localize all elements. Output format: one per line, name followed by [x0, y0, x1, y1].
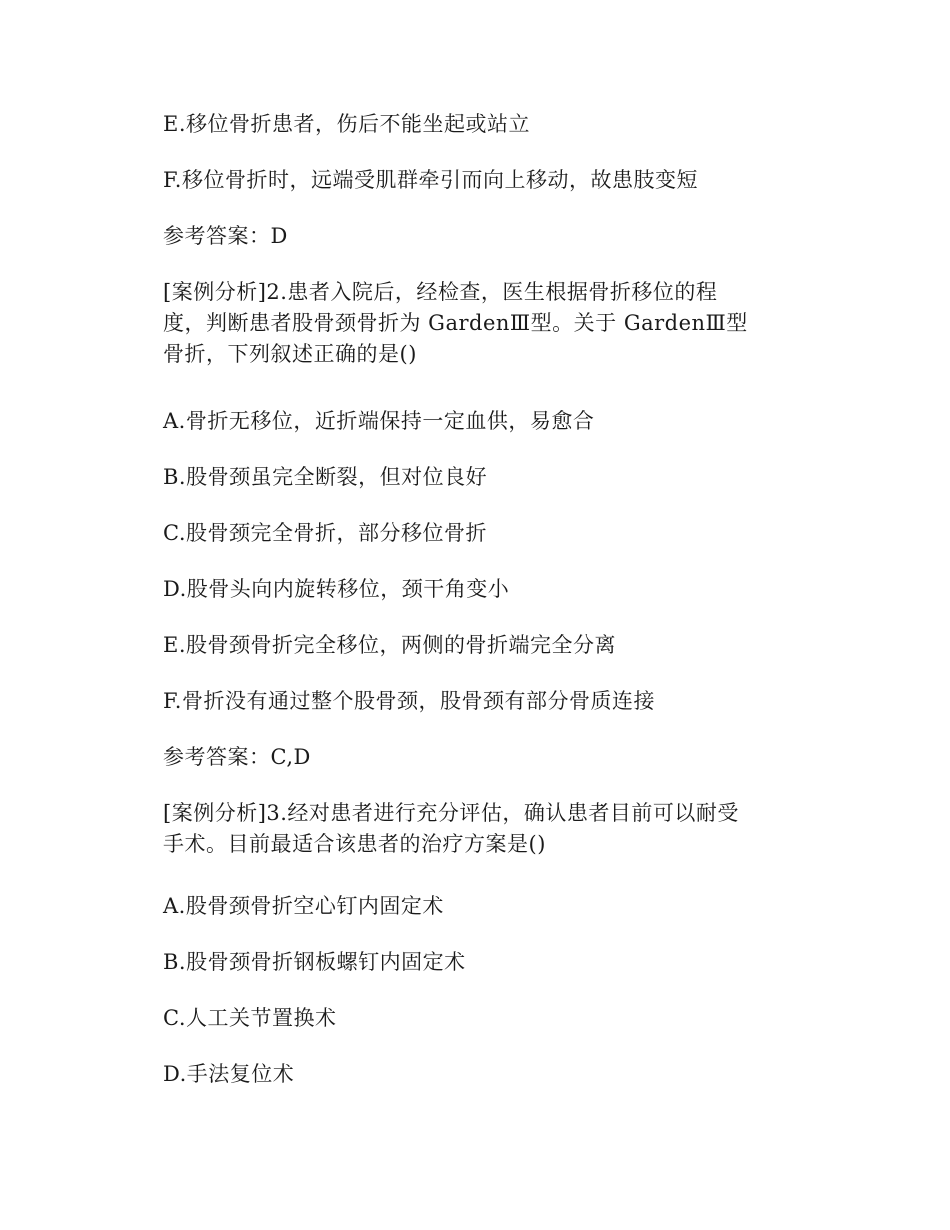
q2-option-b: B.股骨颈虽完全断裂，但对位良好 [163, 465, 488, 489]
q1-option-e: E.移位骨折患者，伤后不能坐起或站立 [163, 112, 531, 136]
q1-option-f: F.移位骨折时，远端受肌群牵引而向上移动，故患肢变短 [163, 168, 698, 192]
q2-option-c: C.股骨颈完全骨折，部分移位骨折 [163, 521, 487, 545]
q2-option-d: D.股骨头向内旋转移位，颈干角变小 [163, 577, 510, 601]
q3-stem [163, 799, 778, 858]
q2-stem-line-2: 度，判断患者股骨颈骨折为 GardenⅢ型。关于 GardenⅢ型 [163, 311, 748, 335]
q3-option-c: C.人工关节置换术 [163, 1006, 337, 1030]
q1-answer: 参考答案：D [163, 224, 288, 248]
q3-option-a: A.股骨颈骨折空心钉内固定术 [163, 894, 444, 918]
q2-stem [163, 278, 778, 368]
q3-stem-line-1: [案例分析]3.经对患者进行充分评估，确认患者目前可以耐受 [163, 801, 739, 825]
q2-answer: 参考答案：C,D [163, 745, 311, 769]
q3-stem-line-2: 手术。目前最适合该患者的治疗方案是() [163, 832, 546, 856]
q2-option-f: F.骨折没有通过整个股骨颈，股骨颈有部分骨质连接 [163, 689, 655, 713]
q2-stem-line-3: 骨折，下列叙述正确的是() [163, 342, 417, 366]
q3-option-b: B.股骨颈骨折钢板螺钉内固定术 [163, 950, 466, 974]
q2-stem-line-1: [案例分析]2.患者入院后，经检查，医生根据骨折移位的程 [163, 280, 718, 304]
q3-option-d: D.手法复位术 [163, 1062, 295, 1086]
q2-option-e: E.股骨颈骨折完全移位，两侧的骨折端完全分离 [163, 633, 617, 657]
q2-option-a: A.骨折无移位，近折端保持一定血供，易愈合 [163, 409, 595, 433]
